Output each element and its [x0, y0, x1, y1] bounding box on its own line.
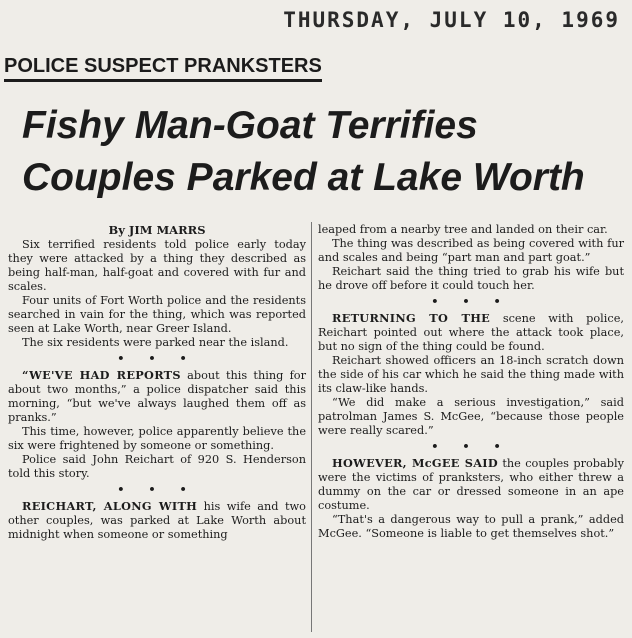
paragraph: leaped from a nearby tree and landed on their car.	[318, 223, 608, 236]
paragraph: Police said John Reichart of 920 S. Henderson told this story.	[8, 453, 306, 480]
paragraph: Four units of Fort Worth police and the residents searched in vain for the thing, which was reported seen at Lake Worth, near Greer Island.	[8, 294, 306, 335]
paragraph-lead: “WE'VE HAD REPORTS	[22, 368, 181, 382]
article-column-left	[8, 223, 306, 542]
headline-line-1: Fishy Man-Goat Terrifies	[22, 104, 478, 147]
paragraph: This time, however, police apparently believe the six were frightened by someone or something.	[8, 425, 306, 452]
paragraph-lead: RETURNING TO THE	[332, 311, 491, 325]
kicker-headline: POLICE SUSPECT PRANKSTERS	[4, 55, 322, 82]
paragraph-lead: REICHART, ALONG WITH	[22, 499, 198, 513]
headline-line-2: Couples Parked at Lake Worth	[22, 156, 585, 199]
paragraph: Reichart showed officers an 18-inch scratch down the side of his car which he said the thing made with its claw-like hands.	[318, 354, 624, 395]
section-separator: • • •	[117, 351, 197, 365]
byline: By JIM MARRS	[108, 223, 206, 237]
main-headline	[22, 100, 622, 204]
paragraph-text: his wife and two other couples, was parked at Lake Worth about midnight when someone or something	[8, 500, 306, 541]
paragraph: Reichart said the thing tried to grab his wife but he drove off before it could touch her.	[318, 265, 624, 292]
section-separator: • • •	[431, 294, 511, 308]
paragraph: “That's a dangerous way to pull a prank,” added McGee. “Someone is liable to get themselves shot.”	[318, 513, 624, 540]
paragraph: “We did make a serious investigation,” said patrolman James S. McGee, “because those people were really scared.”	[318, 396, 624, 437]
section-separator: • • •	[117, 482, 197, 496]
dateline: THURSDAY, JULY 10, 1969	[283, 8, 620, 32]
column-rule	[311, 222, 312, 632]
paragraph-text: the couples probably were the victims of pranksters, who either threw a dummy on the car or dressed someone in an ape costume.	[318, 457, 624, 512]
paragraph	[8, 368, 306, 425]
paragraph: The six residents were parked near the island.	[22, 336, 289, 349]
article-column-right	[318, 223, 624, 541]
paragraph	[318, 311, 624, 354]
section-separator: • • •	[431, 439, 511, 453]
paragraph-lead: HOWEVER, McGEE SAID	[332, 456, 498, 470]
paragraph-text: about this thing for about two months,” a police dispatcher said this morning, “but we've always laughed them off as pranks.”	[8, 369, 306, 424]
paragraph	[8, 499, 306, 542]
paragraph-text: scene with police, Reichart pointed out where the attack took place, but no sign of the thing could be found.	[318, 312, 624, 353]
paragraph: The thing was described as being covered with fur and scales and being “part man and part goat.”	[318, 237, 624, 264]
paragraph	[318, 456, 624, 513]
paragraph: Six terrified residents told police early today they were attacked by a thing they described as being half-man, half-goat and covered with fur and scales.	[8, 238, 306, 293]
